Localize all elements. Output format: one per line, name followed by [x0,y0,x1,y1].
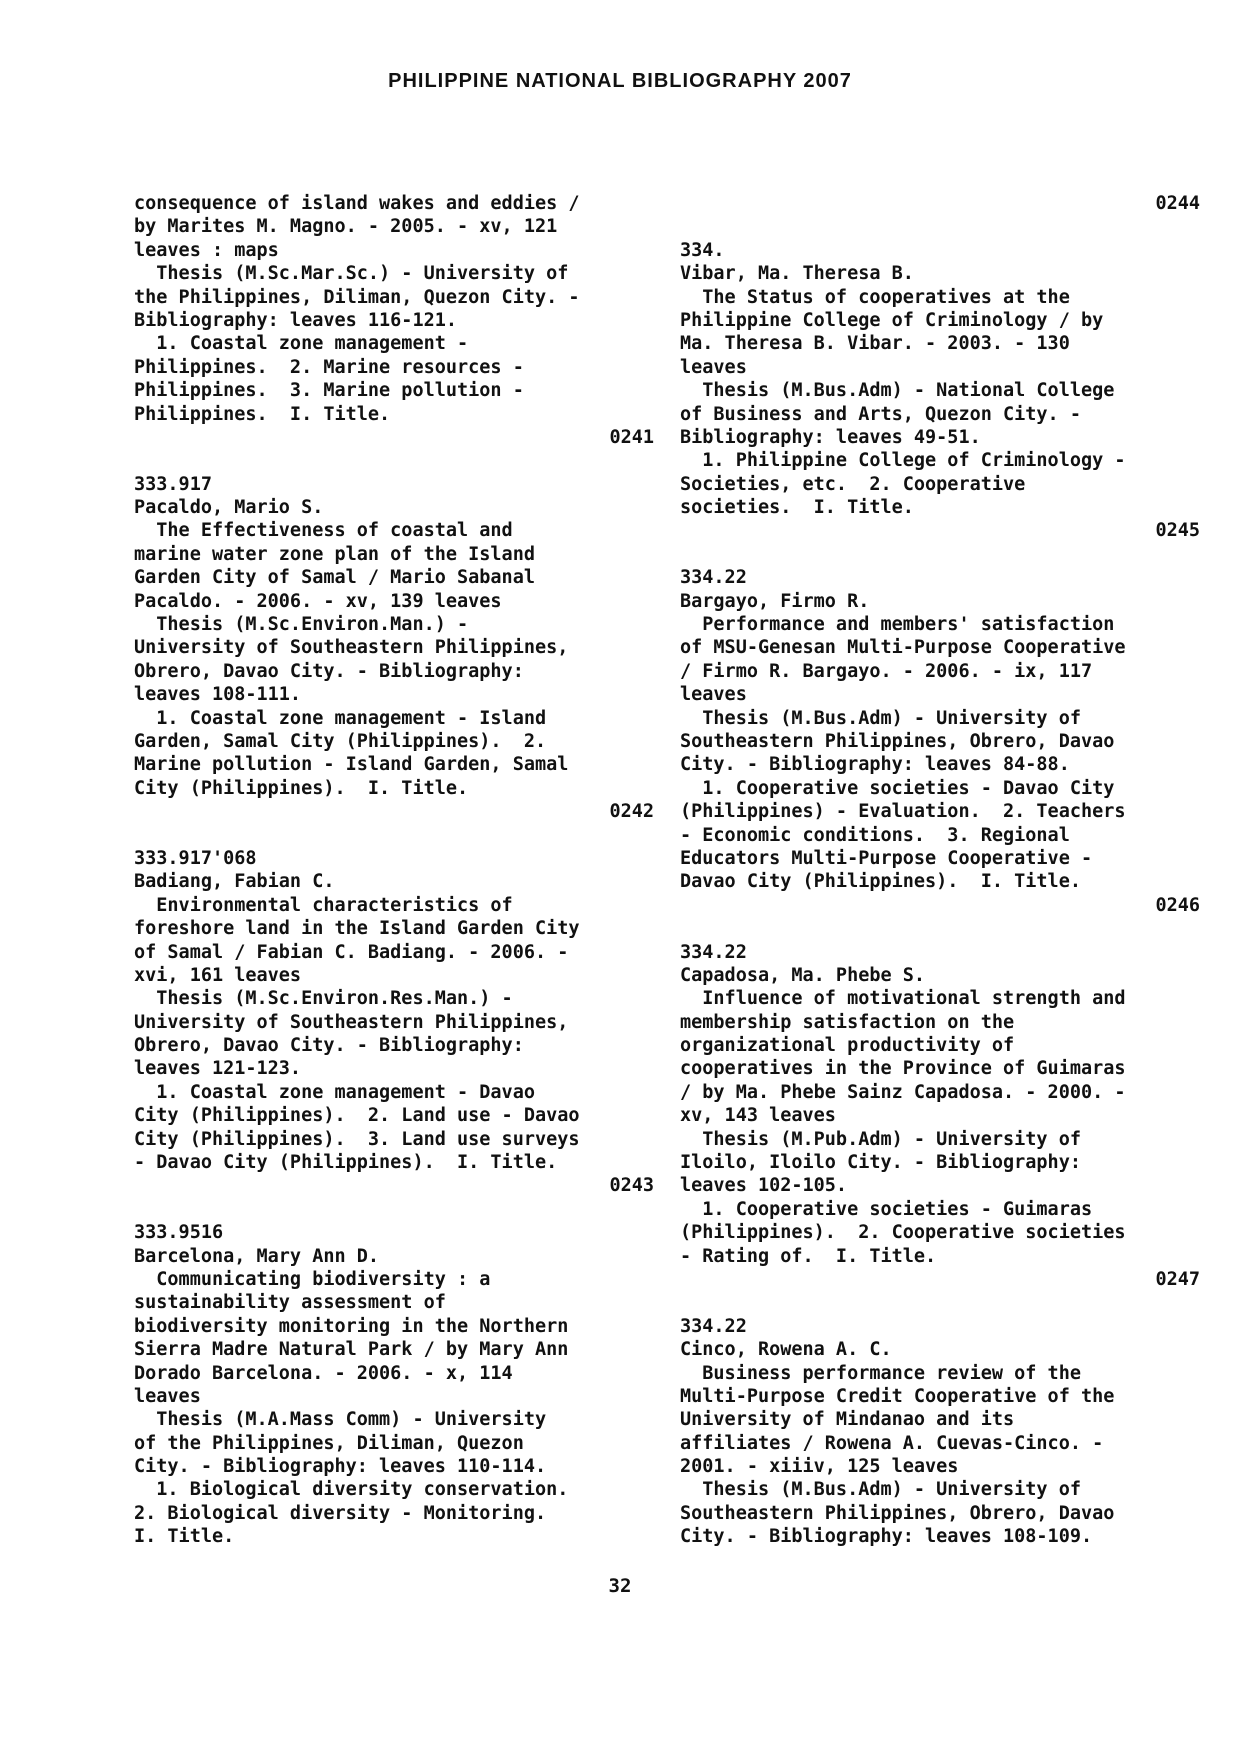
entry-line: - Davao City (Philippines). I. Title. [134,1152,558,1174]
entry-line [134,1198,654,1221]
entry-line: Thesis (M.Bus.Adm) - National College [680,380,1115,402]
entry-line: Iloilo, Iloilo City. - Bibliography: [680,1152,1081,1174]
entry-line: consequence of island wakes and eddies / [134,193,580,214]
entry-line: The Effectiveness of coastal and [134,520,513,542]
entry-line [680,1291,1200,1314]
entry-line: Sierra Madre Natural Park / by Mary Ann [134,1339,569,1361]
entry-line: City. - Bibliography: leaves 84-88. [680,754,1070,776]
entry-line: leaves 121-123. [134,1058,302,1080]
entry-number: 0246 [1155,894,1200,916]
entry-line: 333.917 [134,473,212,495]
entry-line: Ma. Theresa B. Vibar. - 2003. - 130 [680,333,1070,355]
entry-line: Influence of motivational strength and [680,988,1126,1010]
entry-line: Southeastern Philippines, Obrero, Davao [680,730,1115,752]
entry-line [134,449,654,472]
entry-line: Obrero, Davao City. - Bibliography: [134,660,524,682]
entry-line: 334.22 [680,941,747,963]
entry-line [134,824,654,847]
entry-line: University of Southeastern Philippines, [134,637,569,659]
entry-line: Marine pollution - Island Garden, Samal [134,754,569,776]
entry-line: Communicating biodiversity : a [134,1268,491,1290]
entry-number: 0244 [1155,193,1200,214]
entry-line: Bargayo, Firmo R. [680,590,870,612]
entry-line: biodiversity monitoring in the Northern [134,1315,569,1337]
bibliography-entry [680,566,1200,940]
entry-line: / by Ma. Phebe Sainz Capadosa. - 2000. - [680,1081,1126,1103]
entry-line: Cinco, Rowena A. C. [680,1339,892,1361]
entry-line: Bibliography: leaves 49-51. [680,426,981,448]
bibliography-entry [134,1221,654,1548]
entry-line: sustainability assessment of [134,1292,446,1314]
entry-line: Thesis (M.Pub.Adm) - University of [680,1128,1081,1150]
entry-line: (Philippines) - Evaluation. 2. Teachers [680,801,1126,823]
entry-line: Performance and members' satisfaction [680,614,1115,636]
entry-line: City (Philippines). I. Title. [134,777,469,799]
entry-line: by Marites M. Magno. - 2005. - xv, 121 [134,216,558,238]
entry-line: Business performance review of the [680,1362,1081,1384]
entry-line: Thesis (M.Sc.Environ.Man.) - [134,614,469,636]
entry-line: - Rating of. I. Title. [680,1245,937,1267]
entry-line: Philippines. 2. Marine resources - [134,356,524,378]
entry-line: 1. Coastal zone management - Island [134,707,547,729]
entry-line: - Economic conditions. 3. Regional [680,824,1070,846]
entry-line: Societies, etc. 2. Cooperative [680,473,1026,495]
entry-line: Thesis (M.Bus.Adm) - University of [680,1479,1081,1501]
entry-line: Thesis (M.Sc.Environ.Res.Man.) - [134,988,513,1010]
bibliography-entry [680,239,1200,566]
entry-line: membership satisfaction on the [680,1011,1015,1033]
entry-line: City (Philippines). 3. Land use surveys [134,1128,580,1150]
entry-line: of the Philippines, Diliman, Quezon [134,1432,524,1454]
bibliography-entry [680,1315,1200,1549]
entry-line: Multi-Purpose Credit Cooperative of the [680,1385,1115,1407]
entry-line [680,543,1200,566]
entry-number: 0245 [1155,520,1200,542]
page-number: 32 [608,1575,632,1597]
entry-line: (Philippines). 2. Cooperative societies [680,1222,1126,1244]
entry-line: Thesis (M.Bus.Adm) - University of [680,707,1081,729]
bibliography-entry [134,473,654,847]
entry-line: University of Southeastern Philippines, [134,1011,569,1033]
bibliography-entry [680,941,1200,1315]
entry-line: affiliates / Rowena A. Cuevas-Cinco. - [680,1432,1104,1454]
entry-line: 333.917'068 [134,847,257,869]
entry-line: 1. Philippine College of Criminology - [680,450,1126,472]
entry-line: The Status of cooperatives at the [680,286,1070,308]
entry-line: 334. [680,239,725,261]
page-header: PHILIPPINE NATIONAL BIBLIOGRAPHY 2007 [388,70,852,92]
entry-line: of Business and Arts, Quezon City. - [680,403,1081,425]
entry-line: xvi, 161 leaves [134,964,302,986]
entry-line: Davao City (Philippines). I. Title. [680,871,1081,893]
entry-number: 0241 [609,426,654,448]
bibliography-entry [134,192,654,473]
entry-line: Garden, Samal City (Philippines). 2. [134,730,547,752]
entry-line: 2001. - xiiiv, 125 leaves [680,1456,959,1478]
entry-number: 0243 [609,1175,654,1197]
entry-line: Educators Multi-Purpose Cooperative - [680,847,1093,869]
entry-line: marine water zone plan of the Island [134,543,535,565]
entry-line: City. - Bibliography: leaves 110-114. [134,1456,547,1478]
entry-line: Philippines. I. Title. [134,403,391,425]
entry-line: Southeastern Philippines, Obrero, Davao [680,1502,1115,1524]
entry-line: xv, 143 leaves [680,1105,836,1127]
entry-line: leaves 108-111. [134,684,302,706]
entry-line: leaves [680,356,747,378]
left-column [134,192,654,1549]
entry-line [680,917,1200,940]
entry-line: 1. Biological diversity conservation. [134,1479,569,1501]
entry-line: Pacaldo. - 2006. - xv, 139 leaves [134,590,502,612]
entry-line: 1. Cooperative societies - Guimaras [680,1198,1093,1220]
entry-line: the Philippines, Diliman, Quezon City. - [134,286,580,308]
entry-line: 334.22 [680,567,747,589]
entry-line: Bibliography: leaves 116-121. [134,309,458,331]
entry-line: Thesis (M.Sc.Mar.Sc.) - University of [134,263,569,285]
entry-line: 333.9516 [134,1222,224,1244]
entry-line: 1. Cooperative societies - Davao City [680,777,1115,799]
entry-line: cooperatives in the Province of Guimaras [680,1058,1126,1080]
entry-line: Capadosa, Ma. Phebe S. [680,964,926,986]
entry-line: organizational productivity of [680,1035,1015,1057]
entry-line: Pacaldo, Mario S. [134,497,324,519]
entry-line: Badiang, Fabian C. [134,871,335,893]
entry-line: City. - Bibliography: leaves 108-109. [680,1526,1093,1548]
entry-line: Philippines. 3. Marine pollution - [134,380,524,402]
entry-line: Environmental characteristics of [134,894,513,916]
entry-line [680,215,1200,238]
entry-line: I. Title. [134,1526,235,1548]
entry-line: Barcelona, Mary Ann D. [134,1245,380,1267]
entry-line: 334.22 [680,1315,747,1337]
entry-line: of MSU-Genesan Multi-Purpose Cooperative [680,637,1126,659]
entry-line: leaves [134,1385,201,1407]
right-column [680,192,1200,1549]
entry-line: Garden City of Samal / Mario Sabanal [134,567,535,589]
entry-number: 0247 [1155,1268,1200,1290]
entry-line: Thesis (M.A.Mass Comm) - University [134,1409,547,1431]
entry-line: leaves [680,684,747,706]
entry-line: 1. Coastal zone management - Davao [134,1081,535,1103]
entry-line: / Firmo R. Bargayo. - 2006. - ix, 117 [680,660,1093,682]
entry-line: City (Philippines). 2. Land use - Davao [134,1105,580,1127]
entry-line: University of Mindanao and its [680,1409,1015,1431]
bibliography-entry [134,847,654,1221]
entry-line: 2. Biological diversity - Monitoring. [134,1502,547,1524]
entry-line: leaves : maps [134,239,279,261]
entry-line: societies. I. Title. [680,497,914,519]
entry-number: 0242 [609,801,654,823]
entry-line: Vibar, Ma. Theresa B. [680,263,914,285]
entry-line: Philippine College of Criminology / by [680,309,1104,331]
entry-line: 1. Coastal zone management - [134,333,469,355]
entry-line: Dorado Barcelona. - 2006. - x, 114 [134,1362,513,1384]
entry-line: foreshore land in the Island Garden City [134,918,580,940]
entry-line: Obrero, Davao City. - Bibliography: [134,1035,524,1057]
entry-line: of Samal / Fabian C. Badiang. - 2006. - [134,941,569,963]
bibliography-entry [680,192,1200,239]
entry-line: leaves 102-105. [680,1175,848,1197]
